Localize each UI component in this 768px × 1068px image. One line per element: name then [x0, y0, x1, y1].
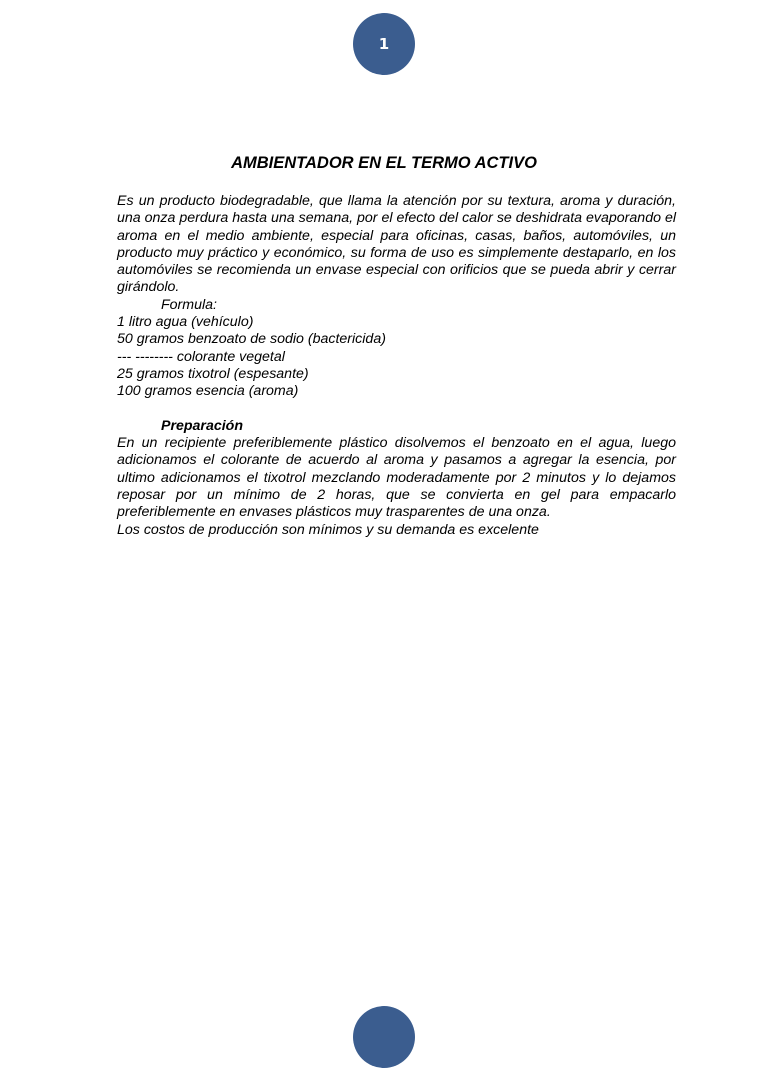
preparation-paragraph: En un recipiente preferiblemente plástico disolvemos el benzoato en el agua, luego adicionamos el colorante de acuerdo al aroma y pasamos a agregar la esencia, por ultimo adicionamos el tixotrol mezclando moderadamente por 2 minutos y lo dejamos reposar por un mínimo de 2 horas, que se convierta en gel para empacarlo preferiblemente en envases plásticos muy trasparentes de una onza. [117, 435, 676, 521]
ingredient-item: 50 gramos benzoato de sodio (bactericida) [117, 331, 386, 348]
spacer [117, 401, 676, 418]
ingredient-item: --- -------- colorante vegetal [117, 348, 285, 365]
next-page-badge [353, 1006, 415, 1068]
preparation-heading: Preparación [161, 417, 244, 434]
ingredient-item: 1 litro agua (vehículo) [117, 314, 254, 331]
document-title: AMBIENTADOR EN EL TERMO ACTIVO [231, 154, 537, 172]
intro-paragraph: Es un producto biodegradable, que llama la atención por su textura, aroma y duración, una onza perdura hasta una semana, por el efecto del calor se deshidrata evaporando el aroma en el medio ambiente, especial para oficinas, casas, baños, automóviles, un producto muy práctico y económico, su forma de uso es simplemente destaparlo, en los automóviles se recomienda un envase especial con orificios que se pueda abrir y cerrar girándolo. [117, 193, 676, 296]
document-body [117, 193, 676, 539]
page-number-badge [353, 13, 415, 75]
page-number: 1 [378, 35, 390, 53]
ingredient-item: 25 gramos tixotrol (espesante) [117, 365, 309, 382]
formula-label: Formula: [161, 296, 217, 313]
ingredient-item: 100 gramos esencia (aroma) [117, 383, 299, 400]
closing-line: Los costos de producción son mínimos y su demanda es excelente [117, 521, 539, 538]
